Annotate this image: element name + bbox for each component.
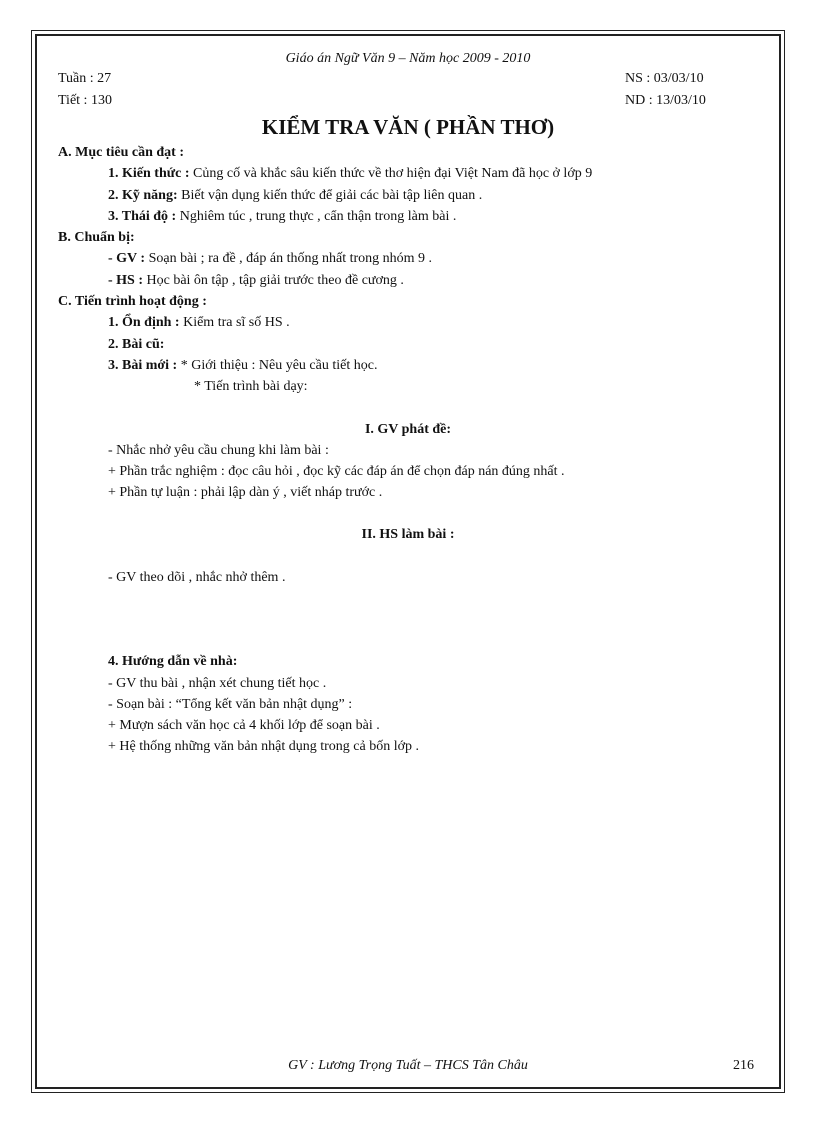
section-a-item — [108, 208, 456, 226]
item-text: * Giới thiệu : Nêu yêu cầu tiết học. — [177, 358, 378, 373]
section-c-item — [108, 314, 290, 332]
nd-date: ND : 13/03/10 — [625, 93, 706, 108]
item-label: 1. Ổn định : — [108, 315, 180, 330]
part-i-heading: I. GV phát đề: — [364, 422, 452, 437]
section-c-item — [108, 357, 377, 375]
section-a-item — [108, 165, 592, 183]
homework-line: - Soạn bài : “Tổng kết văn bản nhật dụng” : — [108, 697, 353, 712]
part-ii-line: - GV theo dõi , nhắc nhở thêm . — [108, 570, 286, 585]
section-c-item — [108, 336, 164, 354]
part-i-line: + Phần trắc nghiệm : đọc câu hỏi , đọc kỹ các đáp án để chọn đáp nán đúng nhất . — [108, 464, 565, 479]
lesson-progress-line: * Tiến trình bài dạy: — [194, 379, 308, 394]
item-label: 2. Bài cũ: — [108, 337, 165, 352]
item-label: 2. Kỹ năng: — [108, 188, 178, 203]
section-a-item — [108, 187, 482, 205]
item-label: 3. Thái độ : — [108, 209, 177, 224]
document-header: Giáo án Ngữ Văn 9 – Năm học 2009 - 2010 — [285, 51, 531, 66]
section-a-heading: A. Mục tiêu cần đạt : — [58, 145, 184, 160]
item-text: Biết vận dụng kiến thức để giải các bài tập liên quan . — [177, 188, 483, 203]
homework-heading: 4. Hướng dẫn về nhà: — [108, 654, 238, 669]
section-c-heading: C. Tiến trình hoạt động : — [58, 294, 207, 309]
section-b-item — [108, 272, 404, 290]
homework-line: + Mượn sách văn học cả 4 khối lớp để soạn bài . — [108, 718, 380, 733]
page-title: KIỂM TRA VĂN ( PHẦN THƠ) — [261, 115, 555, 139]
page-number: 216 — [733, 1058, 754, 1073]
footer-author: GV : Lương Trọng Tuất – THCS Tân Châu — [288, 1058, 528, 1073]
item-label: - GV : — [108, 251, 146, 266]
section-b-heading: B. Chuẩn bị: — [58, 230, 135, 245]
item-label: 3. Bài mới : — [108, 358, 178, 373]
homework-line: - GV thu bài , nhận xét chung tiết học . — [108, 676, 327, 691]
period-label: Tiết : 130 — [58, 93, 112, 108]
item-label: - HS : — [108, 273, 143, 288]
part-i-line: - Nhắc nhở yêu cầu chung khi làm bài : — [108, 443, 329, 458]
item-text: Soạn bài ; ra đề , đáp án thống nhất trong nhóm 9 . — [145, 251, 433, 266]
item-text: Học bài ôn tập , tập giải trước theo đề cương . — [143, 273, 404, 288]
item-text: Kiểm tra sĩ số HS . — [179, 315, 290, 330]
item-text: Củng cố và khắc sâu kiến thức về thơ hiện đại Việt Nam đã học ở lớp 9 — [189, 166, 593, 181]
part-i-line: + Phần tự luận : phải lập dàn ý , viết nháp trước . — [108, 485, 383, 500]
item-text: Nghiêm túc , trung thực , cẩn thận trong làm bài . — [176, 209, 457, 224]
homework-line: + Hệ thống những văn bản nhật dụng trong cả bốn lớp . — [108, 739, 420, 754]
ns-date: NS : 03/03/10 — [625, 71, 704, 86]
section-b-item — [108, 250, 432, 268]
part-ii-heading: II. HS làm bài : — [361, 527, 455, 542]
item-label: 1. Kiến thức : — [108, 166, 190, 181]
week-label: Tuần : 27 — [58, 71, 112, 86]
